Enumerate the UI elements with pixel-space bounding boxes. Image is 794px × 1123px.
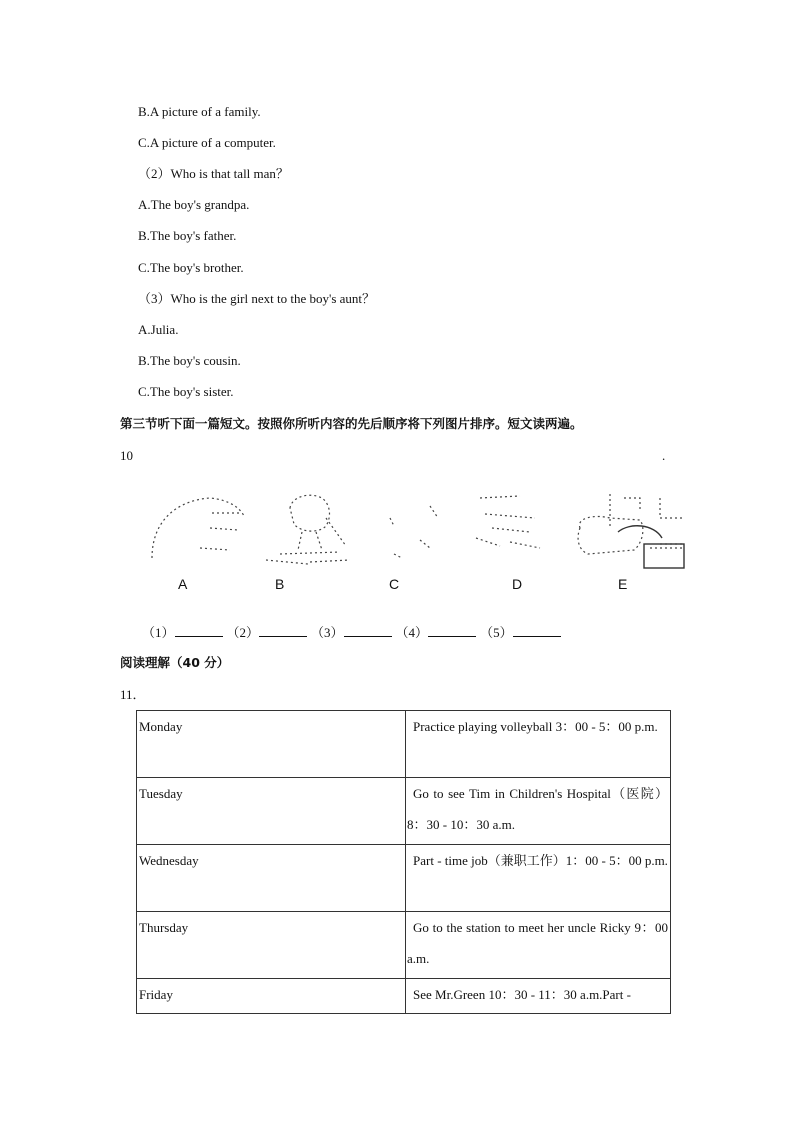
- picture-b-sketch: [290, 495, 329, 531]
- answer-blank-1[interactable]: [175, 624, 223, 637]
- reading-heading: 阅读理解（40 分）: [120, 655, 230, 670]
- schedule-activity-text: Part - time job（兼职工作）1：00 - 5：00 p.m.: [413, 853, 668, 868]
- table-row: [137, 778, 671, 845]
- schedule-table: [136, 710, 671, 1014]
- schedule-day: Friday: [137, 979, 406, 1014]
- question-10-period: .: [662, 448, 666, 463]
- picture-label-e: E: [618, 576, 628, 592]
- question-2: （2）Who is that tall man？: [138, 166, 289, 181]
- sketch-pictures: [140, 488, 688, 578]
- schedule-activity-text: Go to see Tim in Children's Hospital（医院）8：30 - 10：30 a.m.: [407, 786, 668, 832]
- schedule-activity: [406, 711, 671, 778]
- answer-blank-4[interactable]: [428, 624, 476, 637]
- schedule-activity-text: Practice playing volleyball 3：00 - 5：00 p.m.: [413, 719, 658, 734]
- schedule-activity: [406, 778, 671, 845]
- answer-blank-2[interactable]: [259, 624, 307, 637]
- question-2-option-c: C.The boy's brother.: [138, 260, 244, 275]
- picture-label-a: A: [178, 576, 188, 592]
- schedule-activity: [406, 845, 671, 912]
- blank-label-2: （2）: [226, 625, 260, 640]
- schedule-day: Thursday: [137, 912, 406, 979]
- schedule-activity-text: Go to the station to meet her uncle Ricky 9：00 a.m.: [407, 920, 668, 966]
- question-3-option-a: A.Julia.: [138, 322, 179, 337]
- blank-label-1: （1）: [142, 625, 175, 640]
- answer-blank-3[interactable]: [344, 624, 392, 637]
- schedule-day: Monday: [137, 711, 406, 778]
- picture-label-b: B: [275, 576, 285, 592]
- schedule-activity-text: See Mr.Green 10：30 - 11：30 a.m.Part -: [413, 987, 631, 1002]
- picture-e-sketch: [578, 516, 643, 554]
- schedule-day: Wednesday: [137, 845, 406, 912]
- answer-blanks: [142, 624, 565, 641]
- question-3-option-c: C.The boy's sister.: [138, 384, 234, 399]
- picture-a-sketch: [152, 498, 244, 558]
- question-2-option-b: B.The boy's father.: [138, 228, 237, 243]
- table-row: [137, 912, 671, 979]
- schedule-day: Tuesday: [137, 778, 406, 845]
- option-c-line: C.A picture of a computer.: [138, 135, 276, 150]
- schedule-activity: [406, 912, 671, 979]
- blank-label-3: （3）: [311, 625, 344, 640]
- blank-label-5: （5）: [480, 625, 513, 640]
- question-3: （3）Who is the girl next to the boy's aunt？: [138, 291, 376, 306]
- picture-d-sketch: [476, 496, 540, 548]
- picture-strip: [140, 488, 688, 596]
- blank-label-4: （4）: [395, 625, 429, 640]
- table-row: [137, 711, 671, 778]
- section-3-heading: 第三节听下面一篇短文。按照你所听内容的先后顺序将下列图片排序。短文读两遍。: [120, 416, 583, 431]
- schedule-activity: [406, 979, 671, 1014]
- question-10-number: 10: [120, 448, 133, 463]
- picture-label-c: C: [389, 576, 400, 592]
- question-3-option-b: B.The boy's cousin.: [138, 353, 241, 368]
- table-row: [137, 845, 671, 912]
- question-11-number: 11．: [120, 687, 146, 702]
- picture-label-d: D: [512, 576, 523, 592]
- option-b-line: B.A picture of a family.: [138, 104, 261, 119]
- answer-blank-5[interactable]: [513, 624, 561, 637]
- picture-c-sketch: [390, 506, 438, 558]
- table-row: [137, 979, 671, 1014]
- question-2-option-a: A.The boy's grandpa.: [138, 197, 250, 212]
